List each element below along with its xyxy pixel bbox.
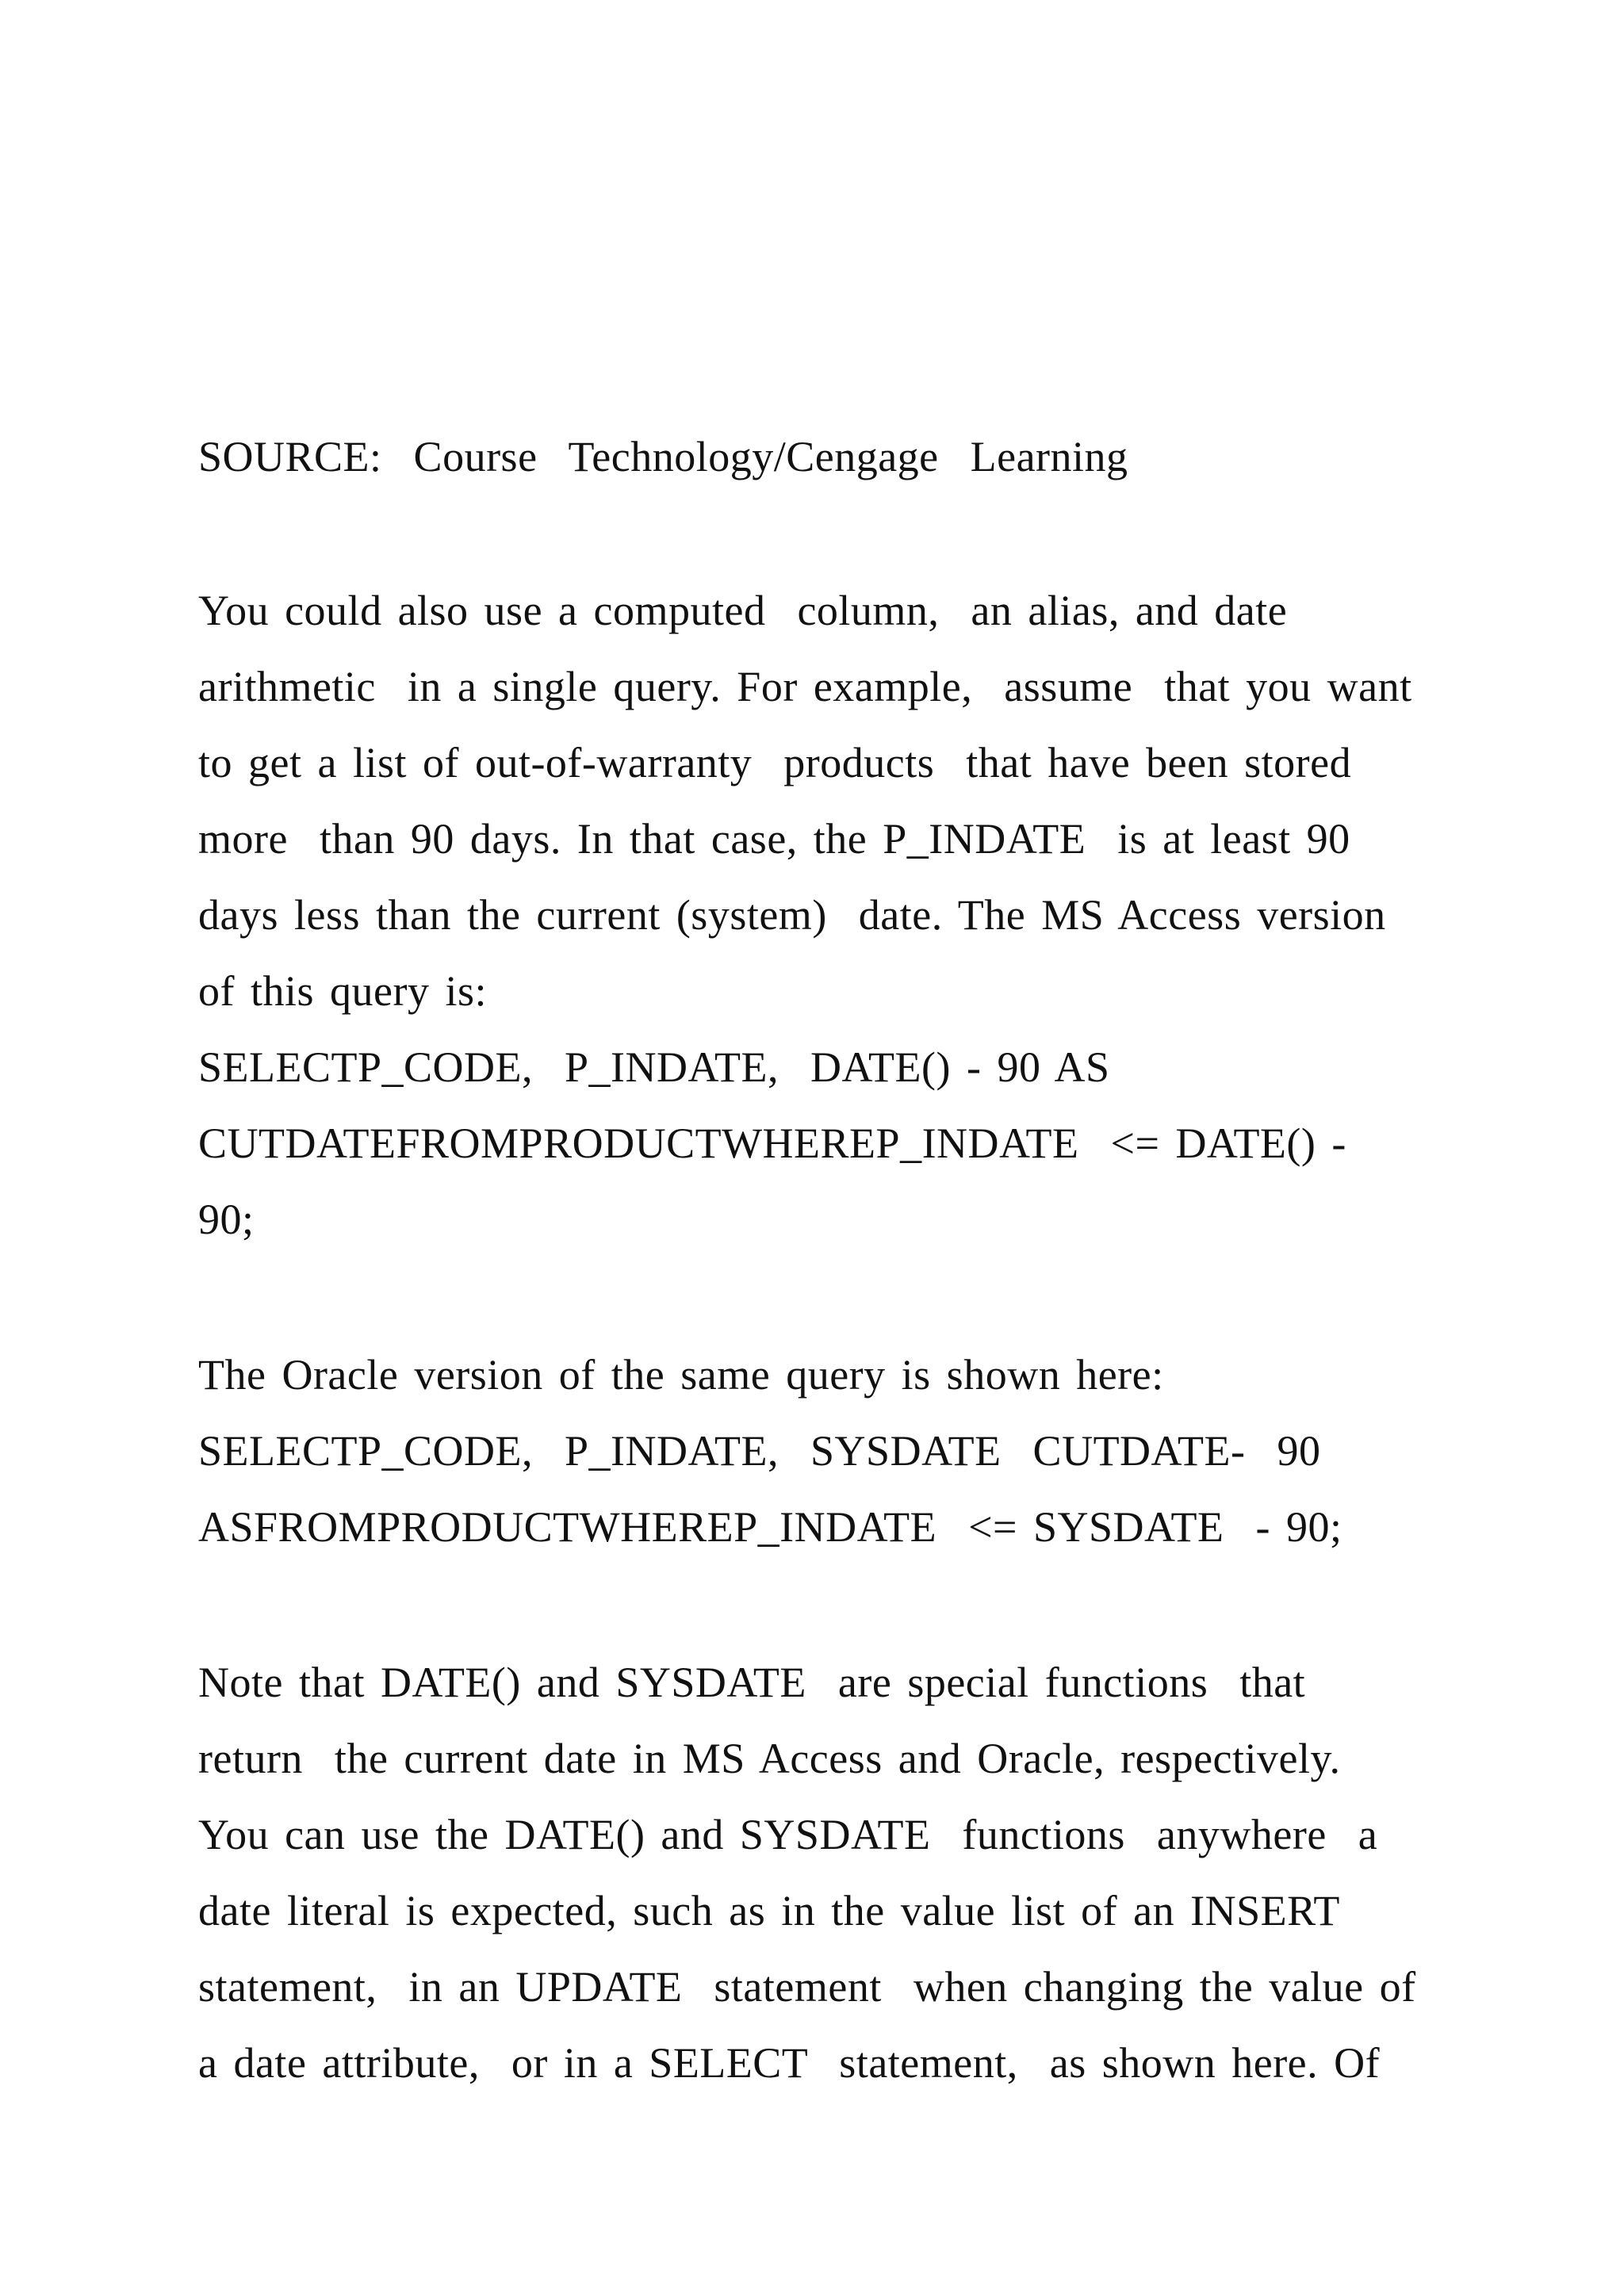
text-line: You could also use a computed column, an alias, and date bbox=[198, 587, 1288, 634]
sql-line: SELECTP_CODE, P_INDATE, DATE() - 90 AS bbox=[198, 1043, 1110, 1091]
sql-line: CUTDATEFROMPRODUCTWHEREP_INDATE <= DATE() - bbox=[198, 1119, 1346, 1167]
text-line: You can use the DATE() and SYSDATE functions anywhere a bbox=[198, 1811, 1378, 1858]
text-line: to get a list of out-of-warranty products that have been stored bbox=[198, 739, 1352, 786]
text-line: return the current date in MS Access and Oracle, respectively. bbox=[198, 1735, 1341, 1782]
text-line: The Oracle version of the same query is shown here: bbox=[198, 1351, 1164, 1399]
text-line: date literal is expected, such as in the value list of an INSERT bbox=[198, 1887, 1340, 1934]
sql-line: SELECTP_CODE, P_INDATE, SYSDATE CUTDATE- 90 bbox=[198, 1427, 1321, 1475]
text-line: arithmetic in a single query. For example, assume that you want bbox=[198, 663, 1412, 710]
source-credit: SOURCE: Course Technology/Cengage Learning bbox=[198, 433, 1128, 480]
sql-line: ASFROMPRODUCTWHEREP_INDATE <= SYSDATE - 90; bbox=[198, 1503, 1342, 1551]
text-line: a date attribute, or in a SELECT statement, as shown here. Of bbox=[198, 2039, 1381, 2087]
text-line: Note that DATE() and SYSDATE are special functions that bbox=[198, 1659, 1306, 1706]
text-line: days less than the current (system) date. The MS Access version bbox=[198, 891, 1386, 939]
text-line: of this query is: bbox=[198, 967, 487, 1015]
text-line: statement, in an UPDATE statement when changing the value of bbox=[198, 1963, 1416, 2011]
text-line: more than 90 days. In that case, the P_INDATE is at least 90 bbox=[198, 815, 1350, 863]
sql-line: 90; bbox=[198, 1196, 255, 1243]
